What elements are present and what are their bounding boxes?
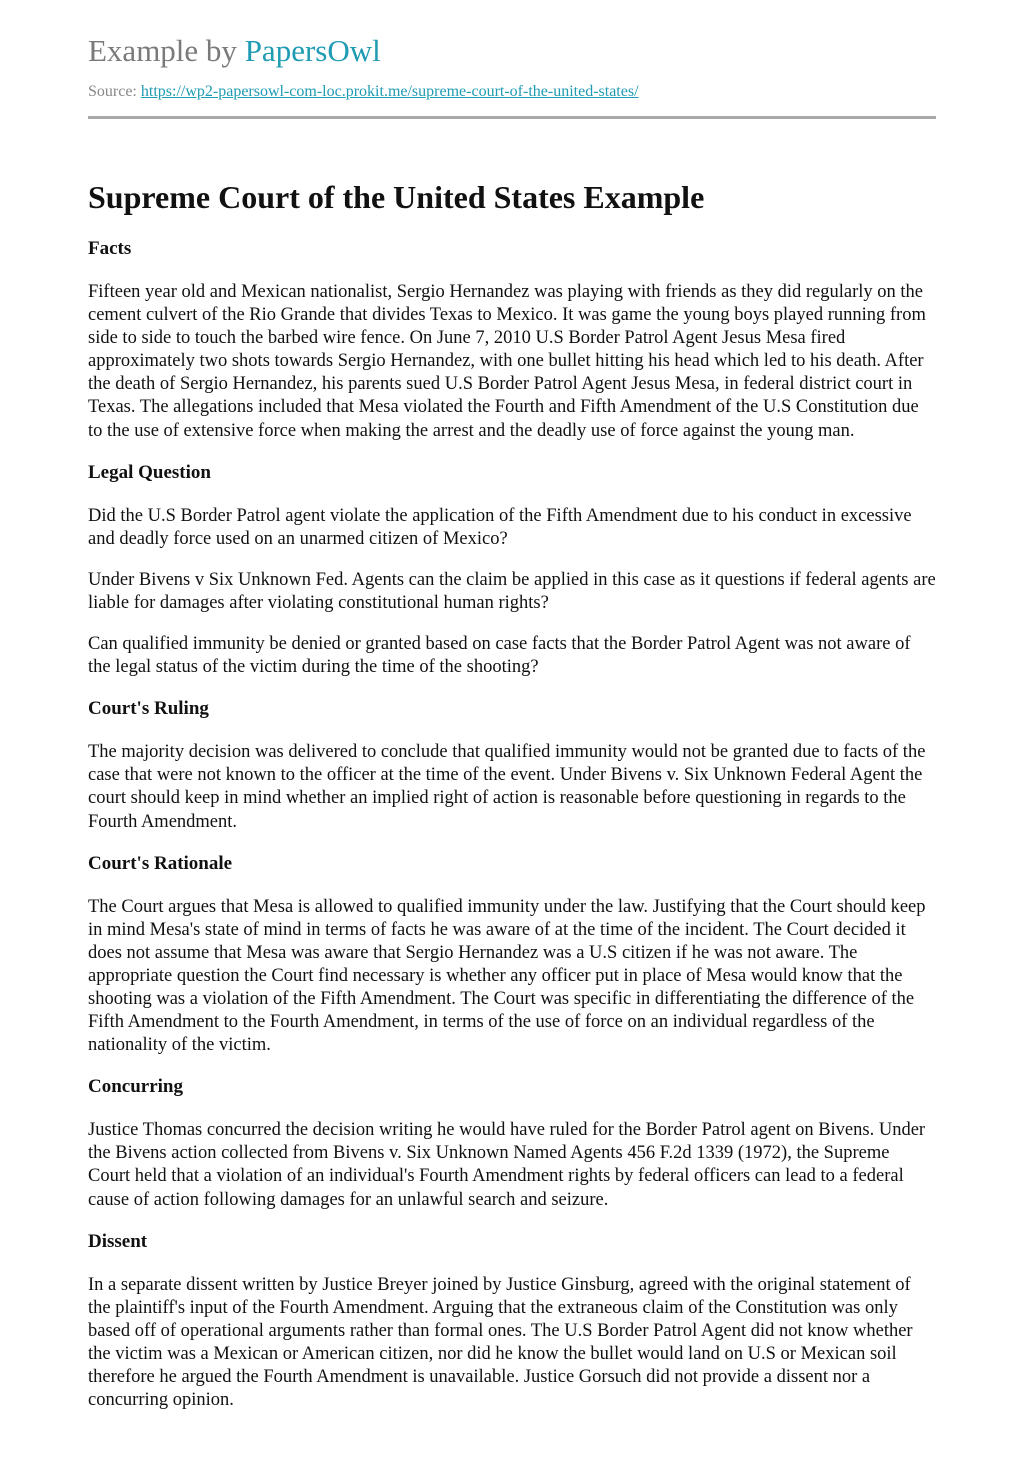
paragraph-legal-question-3: Can qualified immunity be denied or granted based on case facts that the Border Patrol Agent was not aware of the legal status of the victim during the time of the shooting? bbox=[88, 634, 911, 678]
section-heading-facts: Facts bbox=[88, 238, 132, 259]
brand-prefix: Example by bbox=[88, 33, 245, 68]
brand-name-link[interactable]: PapersOwl bbox=[244, 33, 381, 68]
brand-header bbox=[88, 32, 936, 70]
paragraph-courts-rationale: The Court argues that Mesa is allowed to qualified immunity under the law. Justifying that the Court should keep in mind Mesa's state of mind in terms of facts he was aware of at the time of the incident. The Court decided it does not assume that Mesa was aware that Sergio Hernandez was a U.S citizen if he was not aware. The appropriate question the Court find necessary is whether any officer put in place of Mesa would know that the shooting was a violation of the Fifth Amendment. The Court was specific in differentiating the difference of the Fifth Amendment to the Fourth Amendment, in terms of the use of force on an individual regardless of the nationality of the victim. bbox=[88, 896, 926, 1056]
paragraph-legal-question-1: Did the U.S Border Patrol agent violate the application of the Fifth Amendment due to his conduct in excessive and deadly force used on an unarmed citizen of Mexico? bbox=[88, 505, 912, 549]
section-heading-legal-question: Legal Question bbox=[88, 461, 211, 483]
section-heading-courts-rationale: Court's Rationale bbox=[88, 852, 233, 874]
section-heading-concurring: Concurring bbox=[88, 1076, 183, 1098]
document-title: Supreme Court of the United States Example bbox=[88, 179, 705, 215]
section-heading-courts-ruling: Court's Ruling bbox=[88, 698, 209, 720]
paragraph-legal-question-2: Under Bivens v Six Unknown Fed. Agents can the claim be applied in this case as it questions if federal agents are liable for damages after violating constitutional human rights? bbox=[88, 569, 936, 613]
source-url-link[interactable]: https://wp2-papersowl-com-loc.prokit.me/supreme-court-of-the-united-states/ bbox=[140, 83, 639, 100]
paragraph-dissent: In a separate dissent written by Justice Breyer joined by Justice Ginsburg, agreed with the original statement of the plaintiff's input of the Fourth Amendment. Arguing that the extraneous claim of the Constitution was only based off of operational arguments rather than formal ones. The U.S Border Patrol Agent did not know whether the victim was a Mexican or American citizen, nor did he know the bullet would land on U.S or Mexican soil therefore he argued the Fourth Amendment is unavailable. Justice Gorsuch did not provide a dissent nor a concurring opinion. bbox=[88, 1274, 913, 1411]
document-page bbox=[88, 0, 936, 1412]
paragraph-concurring: Justice Thomas concurred the decision writing he would have ruled for the Border Patrol agent on Bivens. Under the Bivens action collected from Bivens v. Six Unknown Named Agents 456 F.2d 1339 (1972), the Supreme Court held that a violation of an individual's Fourth Amendment rights by federal officers can lead to a federal cause of action following damages for an unlawful search and seizure. bbox=[88, 1120, 926, 1210]
source-label: Source: bbox=[88, 83, 141, 100]
paragraph-facts: Fifteen year old and Mexican nationalist, Sergio Hernandez was playing with friends as they did regularly on the cement culvert of the Rio Grande that divides Texas to Mexico. It was game the young boys played running from side to side to touch the barbed wire fence. On June 7, 2010 U.S Border Patrol Agent Jesus Mesa fired approximately two shots towards Sergio Hernandez, with one bullet hitting his head which led to his death. After the death of Sergio Hernandez, his parents sued U.S Border Patrol Agent Jesus Mesa, in federal district court in Texas. The allegations included that Mesa violated the Fourth and Fifth Amendment of the U.S Constitution due to the use of extensive force when making the arrest and the deadly use of force against the young man. bbox=[88, 282, 926, 441]
section-heading-dissent: Dissent bbox=[88, 1230, 148, 1252]
source-line bbox=[88, 82, 936, 102]
header-divider bbox=[88, 116, 936, 119]
paragraph-courts-ruling: The majority decision was delivered to conclude that qualified immunity would not be granted due to facts of the case that were not known to the officer at the time of the event. Under Bivens v. Six Unknown Federal Agent the court should keep in mind whether an implied right of action is reasonable before questioning in regards to the Fourth Amendment. bbox=[88, 742, 926, 832]
